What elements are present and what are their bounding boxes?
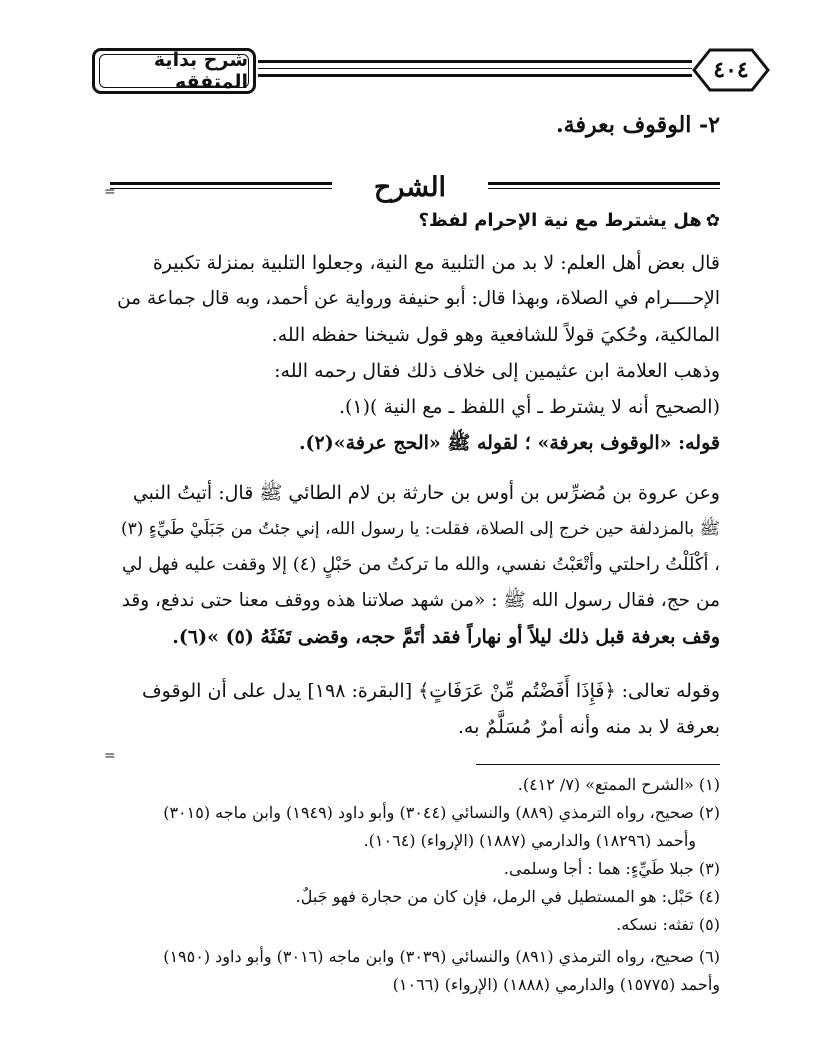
item-heading: ٢- الوقوف بعرفة. <box>556 112 720 138</box>
body-line: (الصحيح أنه لا يشترط ـ أي اللفظ ـ مع النية )(١). <box>338 396 720 418</box>
book-title-frame <box>92 48 256 94</box>
footnote: (٣) جبلا طَيِّءٍ: هما : أجا وسلمى. <box>503 859 720 878</box>
question-heading <box>110 206 720 236</box>
body-line: وذهب العلامة ابن عثيمين إلى خلاف ذلك فقال رحمه الله: <box>274 360 720 382</box>
footnote: (٢) صحيح، رواه الترمذي (٨٨٩) والنسائي (٣٠٤٤) وأبو داود (١٩٤٩) وابن ماجه (٣٠١٥) <box>163 803 720 822</box>
footnote: وأحمد (١٥٧٧٥) والدارمي (١٨٨٨) (الإرواء) (١٠٦٦) <box>392 975 720 994</box>
page-number-badge <box>690 44 772 96</box>
body-line: ﷺ بالمزدلفة حين خرج إلى الصلاة، فقلت: يا رسول الله، إني جئتُ من جَبَلَيْ طَيِّءٍ (٣) <box>120 519 720 539</box>
section-title: الشرح <box>373 172 447 203</box>
page-header <box>92 38 792 110</box>
body-line: من حج، فقال رسول الله ﷺ : «من شهد صلاتنا هذه ووقف معنا حتى ندفع، وقد <box>121 590 720 611</box>
section-rule-right <box>488 188 720 189</box>
footnote: (٤) حَبْل: هو المستطيل في الرمل، فإن كان من حجارة فهو جَبلٌ. <box>295 887 720 906</box>
section-rule-left <box>110 182 332 185</box>
header-rule <box>258 68 692 69</box>
footnote-rule <box>476 764 720 765</box>
header-rule <box>258 60 692 63</box>
book-title: شرح بداية المتفقه <box>99 54 249 88</box>
body-line: قوله: «الوقوف بعرفة» ؛ لقوله ﷺ «الحج عرفة»(٢). <box>298 432 720 454</box>
body-line: الإحــــرام في الصلاة، وبهذا قال: أبو حنيفة ورواية عن أحمد، وبه قال جماعة من <box>117 288 720 309</box>
body-line: قال بعض أهل العلم: لا بد من التلبية مع النية، وجعلوا التلبية بمنزلة تكبيرة <box>152 252 720 274</box>
page-number: ٤٠٤ <box>713 57 749 83</box>
question-text: هل يشترط مع نية الإحرام لفظ؟ <box>418 210 702 231</box>
section-rule-left <box>110 188 332 189</box>
section-rule-right <box>488 182 720 185</box>
body-line: وقوله تعالى: ﴿فَإِذَا أَفَضْتُم مِّنْ عَرَفَاتٍ﴾ [البقرة: ١٩٨] يدل على أن الوقوف <box>141 680 720 702</box>
footnote: وأحمد (١٨٢٩٦) والدارمي (١٨٨٧) (الإرواء) (١٠٦٤). <box>363 831 696 850</box>
footnote: (٥) تفثه: نسكه. <box>616 915 720 934</box>
flower-bullet-icon: ✿ <box>705 211 720 231</box>
footnote: (١) «الشرح الممتع» (٧/ ٤١٢). <box>517 775 720 794</box>
body-line: ، أكْلَلْتُ راحلتي وأتْعَبْتُ نفسي، والله ما تركتُ من حَبْلٍ (٤) إلا وقفت عليه فهل لي <box>122 554 720 575</box>
footnote: (٦) صحيح، رواه الترمذي (٨٩١) والنسائي (٣٠٣٩) وابن ماجه (٣٠١٦) وأبو داود (١٩٥٠) <box>163 947 720 966</box>
body-line: وقف بعرفة قبل ذلك ليلاً أو نهاراً فقد أتَمَّ حجه، وقضى تَفَثَهُ (٥) »(٦). <box>172 626 720 648</box>
body-line: بعرفة لا بد منه وأنه أمرٌ مُسَلَّمٌ به. <box>457 716 720 738</box>
header-rule <box>258 74 692 77</box>
margin-mark: = <box>104 184 116 200</box>
body-line: وعن عروة بن مُضرِّس بن أوس بن حارثة بن لام الطائي ﷺ قال: أتيتُ النبي <box>132 482 720 504</box>
margin-mark: = <box>104 748 116 764</box>
body-line: المالكية، وحُكيَ قولاً للشافعية وهو قول شيخنا حفظه الله. <box>271 324 720 346</box>
